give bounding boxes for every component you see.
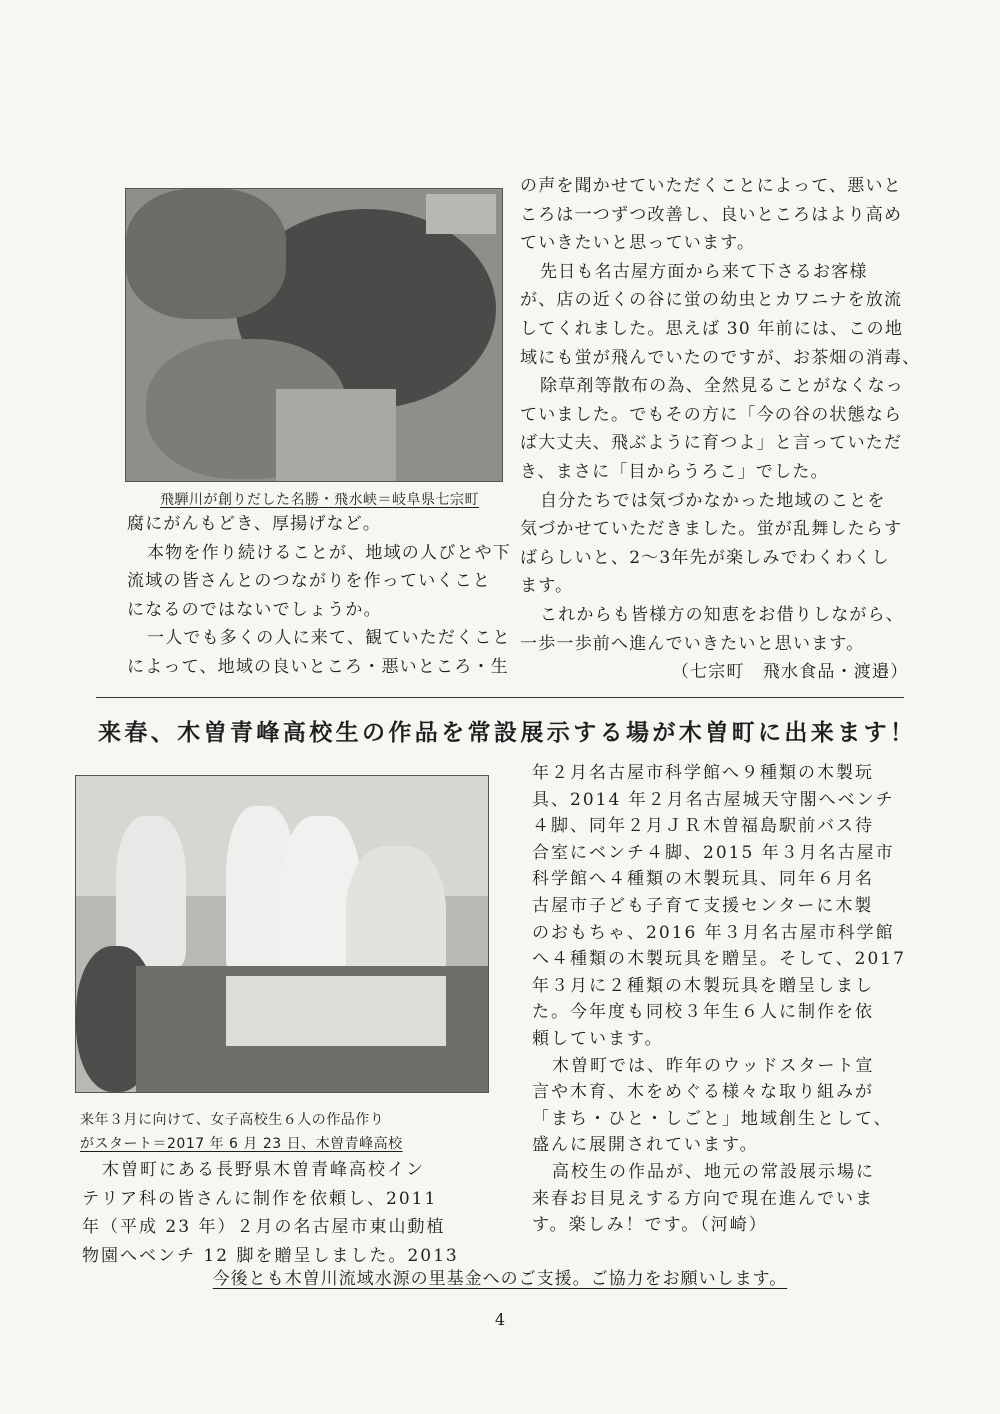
text-line: 本物を作り続けることが、地域の人びとや下 <box>147 542 511 563</box>
footer-text: 今後とも木曽川流域水源の里基金へのご支援。ご協力をお願いします。 <box>212 1269 788 1289</box>
text-line: す。楽しみ！です。（河崎） <box>532 1215 768 1236</box>
text-line: 気づかせていただきました。蛍が乱舞したらす <box>520 519 903 540</box>
text-line: 「まち・ひと・しごと」地域創生として、 <box>532 1108 893 1129</box>
text-line: 物園へベンチ 12 脚を贈呈しました。2013 <box>82 1245 459 1266</box>
caption-text: 飛騨川が創りだした名勝・飛水峡＝岐阜県七宗町 <box>160 492 479 508</box>
text-line: のおもちゃ、2016 年３月名古屋市科学館 <box>532 922 895 943</box>
text-line: 一人でも多くの人に来て、観ていただくこと <box>147 628 511 649</box>
text-line: 自分たちでは気づかなかった地域のことを <box>540 490 886 511</box>
caption-line-1: 来年３月に向けて、女子高校生６人の作品作り <box>80 1112 385 1128</box>
text-line: ばらしいと、2〜3年先が楽しみでわくわくし <box>520 547 890 568</box>
text-line: 年（平成 23 年）２月の名古屋市東山動植 <box>82 1217 446 1238</box>
article1-right-column <box>520 172 920 687</box>
article2-left-column <box>82 1156 459 1270</box>
text-line: 年２月名古屋市科学館へ９種類の木製玩 <box>532 763 874 783</box>
text-line: の声を聞かせていただくことによって、悪いと <box>520 176 902 196</box>
text-line: ば大丈夫、飛ぶように育つよ」と言っていただ <box>520 433 903 454</box>
text-line: 一歩一歩前へ進んでいきたいと思います。 <box>520 633 865 654</box>
text-line: 具、2014 年２月名古屋城天守閣へベンチ <box>532 789 895 810</box>
text-line: 先日も名古屋方面から来て下さるお客様 <box>540 261 868 282</box>
gorge-photo <box>125 188 503 482</box>
article2-right-column <box>532 760 906 1239</box>
students-photo <box>75 775 489 1093</box>
text-line: これからも皆様方の知恵をお借りしながら、 <box>540 604 904 625</box>
text-line: ていきたいと思っています。 <box>520 233 756 254</box>
text-line: によって、地域の良いところ・悪いところ・生 <box>127 656 509 677</box>
text-line: 年３月に２種類の木製玩具を贈呈しまし <box>532 975 874 996</box>
text-line: が、店の近くの谷に蛍の幼虫とカワニナを放流 <box>520 290 903 311</box>
text-line: 除草剤等散布の為、全然見ることがなくなっ <box>540 376 904 397</box>
section-divider <box>96 697 904 698</box>
text-line: してくれました。思えば 30 年前には、この地 <box>520 318 904 339</box>
article1-left-column <box>127 510 511 682</box>
text-line: 言や木育、木をめぐる様々な取り組みが <box>532 1082 874 1103</box>
text-line: 来春お目見えする方向で現在進んでいま <box>532 1188 874 1209</box>
text-line: 流域の皆さんとのつながりを作っていくこと <box>127 571 491 592</box>
text-line: 科学館へ４種類の木製玩具、同年６月名 <box>532 869 874 890</box>
text-line: になるのではないでしょうか。 <box>127 599 382 620</box>
text-line: 高校生の作品が、地元の常設展示場に <box>552 1161 875 1182</box>
text-line: 盛んに展開されています。 <box>532 1135 759 1156</box>
text-line: 木曽町では、昨年のウッドスタート宣 <box>552 1055 875 1076</box>
text-line: ４脚、同年２月ＪＲ木曽福島駅前バス待 <box>532 816 874 837</box>
photo-caption <box>160 489 479 509</box>
text-line: た。今年度も同校３年生６人に制作を依 <box>532 1002 874 1023</box>
text-line: 頼しています。 <box>532 1028 664 1049</box>
text-line: へ４種類の木製玩具を贈呈。そして、2017 <box>532 949 906 970</box>
text-line: ていました。でもその方に「今の谷の状態なら <box>520 404 903 425</box>
text-line: ます。 <box>520 576 574 597</box>
photo-caption <box>80 1108 403 1156</box>
signature: （七宗町 飛水食品・渡邉） <box>671 662 909 683</box>
text-line: 古屋市子ども子育て支援センターに木製 <box>532 895 874 916</box>
caption-line-2: がスタート＝2017 年 6 月 23 日、木曽青峰高校 <box>80 1136 403 1152</box>
text-line: 腐にがんもどき、厚揚げなど。 <box>127 514 382 534</box>
text-line: 木曽町にある長野県木曽青峰高校イン <box>102 1160 425 1180</box>
page-number: 4 <box>494 1310 506 1329</box>
text-line: 域にも蛍が飛んでいたのですが、お茶畑の消毒、 <box>520 347 921 368</box>
footer-message <box>0 1264 1000 1289</box>
article2-headline: 来春、木曽青峰高校生の作品を常設展示する場が木曽町に出来ます！ <box>98 720 917 746</box>
text-line: 合室にベンチ４脚、2015 年３月名古屋市 <box>532 842 895 863</box>
text-line: テリア科の皆さんに制作を依頼し、2011 <box>82 1188 438 1209</box>
text-line: ころは一つずつ改善し、良いところはより高め <box>520 204 903 225</box>
text-line: き、まさに「目からうろこ」でした。 <box>520 461 829 482</box>
